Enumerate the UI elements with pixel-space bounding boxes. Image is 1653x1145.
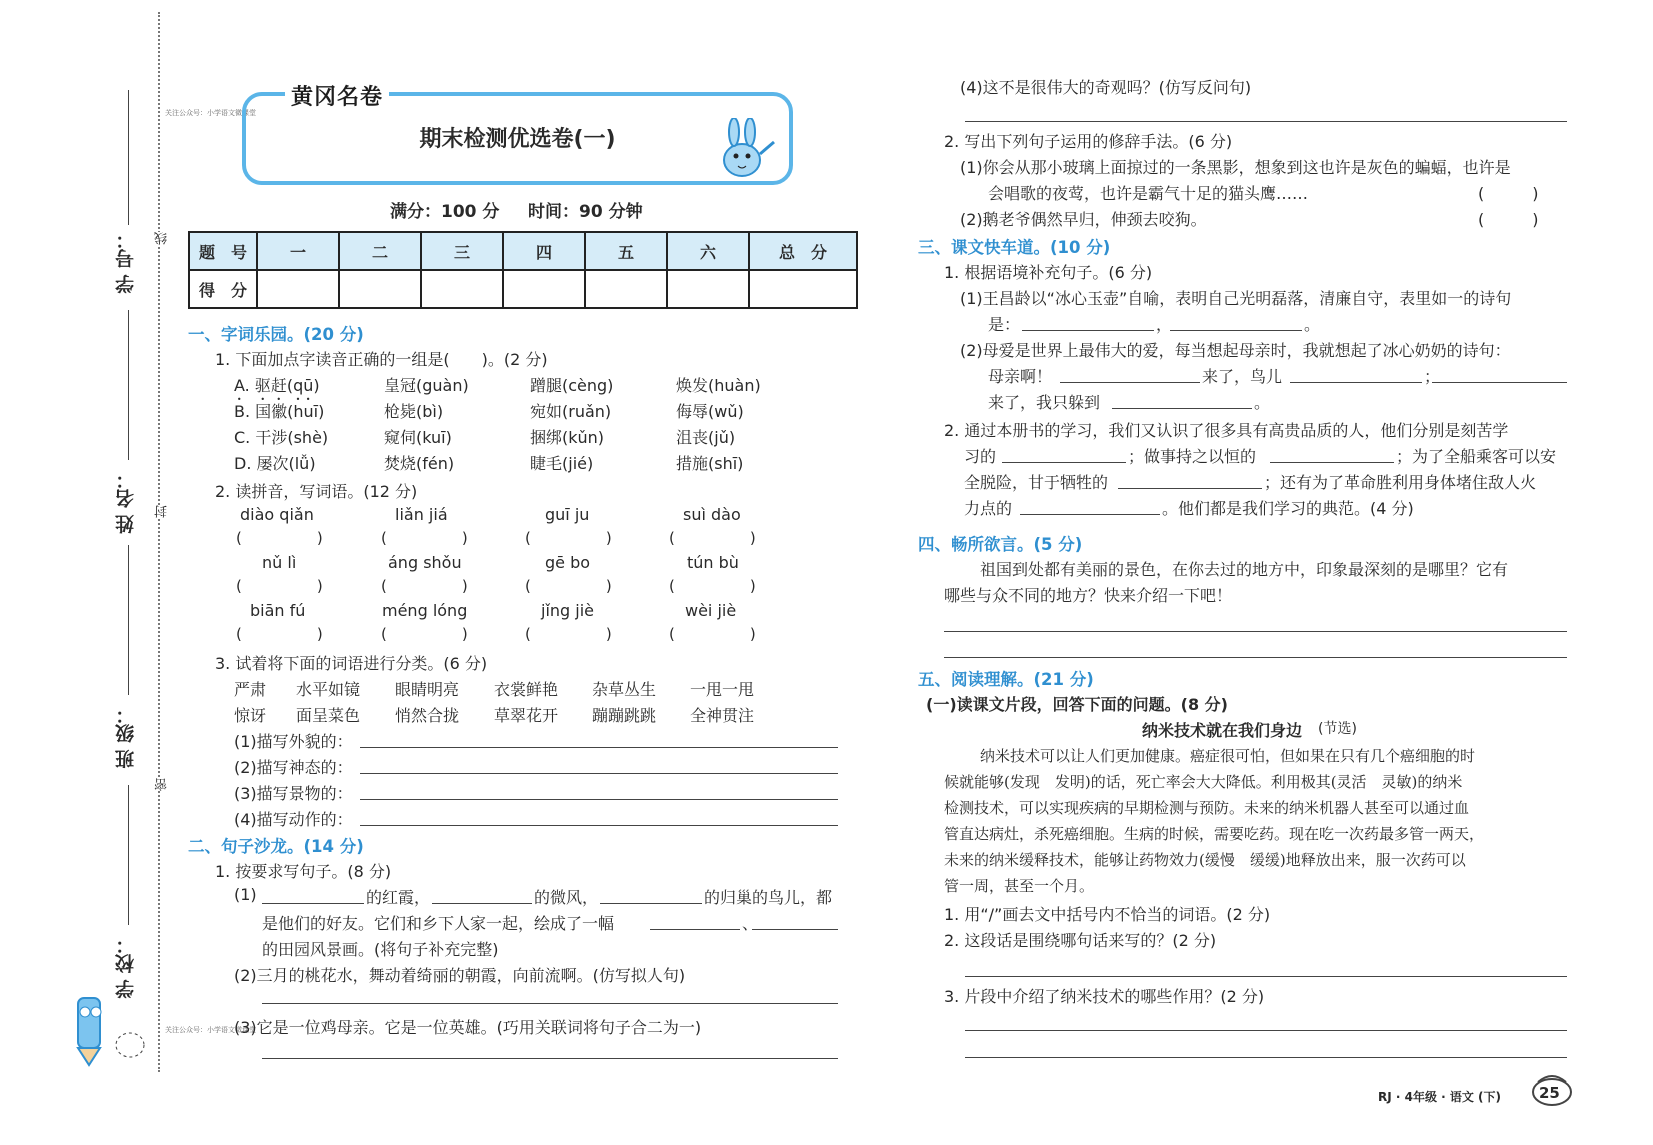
page-number: 25 — [1539, 1084, 1560, 1102]
score-cell[interactable] — [421, 270, 503, 308]
answer-line[interactable] — [965, 976, 1567, 977]
answer-line[interactable] — [262, 903, 364, 904]
s2-q1-stem: 1. 按要求写句子。(8 分) — [215, 862, 392, 881]
pinyin: diào qiǎn — [240, 505, 314, 524]
r-sentence-4: (4)这不是很伟大的奇观吗？(仿写反问句) — [960, 78, 1252, 97]
s3-q2-part7: 。他们都是我们学习的典范。(4 分) — [1162, 499, 1414, 518]
answer-box[interactable]: ( ) — [236, 529, 323, 547]
answer-line[interactable] — [965, 1057, 1567, 1058]
s3-q2-part4: 全脱险，甘于牺牲的 — [964, 473, 1109, 492]
class-label: 班 级： — [115, 705, 137, 769]
school-label: 学 校： — [115, 935, 137, 999]
answer-box[interactable]: ( ) — [669, 577, 756, 595]
s4-prompt-1: 祖国到处都有美丽的景色，在你去过的地方中，印象最深刻的是哪里？它有 — [980, 560, 1509, 579]
option-d-4: 措施(shī) — [676, 454, 744, 473]
s3-q2-part5: ；还有为了革命胜利用身体堵住敌人火 — [1264, 473, 1537, 492]
score-header-cell: 总 分 — [749, 232, 857, 270]
s3-q1-stem: 1. 根据语境补充句子。(6 分) — [944, 263, 1153, 282]
answer-box[interactable]: ( ) — [236, 625, 323, 643]
option-a-3: 蹭腿(cèng) — [530, 376, 614, 395]
score-row-label: 得 分 — [189, 270, 257, 308]
s2-sentence-1b: 的红霞， — [366, 888, 431, 907]
answer-line[interactable] — [262, 1003, 838, 1004]
s3-q2-line1: 2. 通过本册书的学习，我们又认识了很多具有高贵品质的人，他们分别是刻苦学 — [944, 421, 1509, 440]
s3-q1-b-line2b: 来了，鸟儿 — [1202, 367, 1283, 386]
watermark-top: 关注公众号：小学语文微课堂 — [165, 109, 256, 117]
s2-sentence-1a: (1) — [234, 885, 257, 904]
score-header-cell: 题 号 — [189, 232, 257, 270]
answer-box[interactable]: ( ) — [525, 625, 612, 643]
answer-line[interactable] — [1022, 330, 1154, 331]
score-header-cell: 五 — [585, 232, 667, 270]
option-d-1[interactable]: D. 屡次(lǚ) — [234, 454, 316, 473]
word: 衣裳鲜艳 — [494, 680, 559, 699]
s3-q1-a-comma: ， — [1156, 315, 1173, 334]
name-label: 姓 名： — [115, 470, 137, 534]
article-line: 管一周，甚至一个月。 — [944, 877, 1095, 895]
word: 草翠花开 — [494, 706, 559, 725]
s5-q1: 1. 用“/”画去文中括号内不恰当的词语。(2 分) — [944, 905, 1271, 924]
answer-line[interactable] — [965, 1030, 1567, 1031]
pinyin: nǔ lì — [262, 553, 297, 572]
answer-box[interactable]: ( ) — [669, 529, 756, 547]
score-header-cell: 三 — [421, 232, 503, 270]
score-cell[interactable] — [257, 270, 339, 308]
word: 水平如镜 — [296, 680, 361, 699]
score-cell[interactable] — [749, 270, 857, 308]
category-label: (1)描写外貌的： — [234, 732, 353, 751]
cut-mark-secret: 密 — [155, 778, 170, 791]
answer-line[interactable] — [360, 799, 838, 800]
word: 一甩一甩 — [690, 680, 755, 699]
cut-mark-line: 线 — [155, 232, 170, 245]
s5-q2: 2. 这段话是围绕哪句话来写的？(2 分) — [944, 931, 1217, 950]
category-label: (2)描写神态的： — [234, 758, 353, 777]
s2-sentence-1f: 、 — [742, 914, 759, 933]
option-b-1[interactable]: B. 国徽(huī) — [234, 402, 325, 421]
pinyin: biān fú — [250, 601, 306, 620]
article-title: 纳米技术就在我们身边 — [1142, 721, 1303, 740]
s3-q2-part1: 习的 — [964, 447, 997, 466]
score-header-cell: 二 — [339, 232, 421, 270]
s3-q1-a-end: 。 — [1304, 315, 1321, 334]
time-limit: 时间：90 分钟 — [528, 202, 643, 222]
s3-q1-b-line3b: 。 — [1254, 393, 1271, 412]
answer-line[interactable] — [752, 929, 838, 930]
answer-box[interactable]: ( ) — [381, 577, 468, 595]
answer-line[interactable] — [1020, 514, 1160, 515]
option-c-3: 捆绑(kǔn) — [530, 428, 605, 447]
pinyin: suì dào — [683, 505, 741, 524]
exam-title: 期末检测优选卷(一) — [419, 127, 616, 152]
s1-q2-stem: 2. 读拼音，写词语。(12 分) — [215, 482, 418, 501]
answer-line[interactable] — [1270, 462, 1394, 463]
section-2-title: 二、句子沙龙。(14 分) — [188, 837, 364, 856]
article-line: 候就能够(发现 发明)的话，死亡率会大大降低。利用极其(灵活 灵敏)的纳米 — [944, 773, 1463, 791]
option-a-1[interactable]: A. 驱赶(qū) — [234, 376, 320, 395]
pinyin: liǎn jiá — [395, 505, 448, 524]
answer-line[interactable] — [1112, 408, 1252, 409]
answer-box[interactable]: ( ) — [381, 529, 468, 547]
s3-q1-b-line2c: ； — [1424, 367, 1441, 386]
answer-box[interactable]: ( ) — [525, 529, 612, 547]
s4-prompt-2: 哪些与众不同的地方？快来介绍一下吧！ — [944, 586, 1233, 605]
answer-line[interactable] — [1432, 382, 1567, 383]
pinyin: guī ju — [545, 505, 590, 524]
s2-sentence-1g: 的田园风景画。(将句子补充完整) — [262, 940, 499, 959]
name-blank[interactable] — [128, 310, 129, 460]
answer-line[interactable] — [600, 903, 702, 904]
rabbit-mascot-icon — [712, 118, 782, 180]
s5-q3: 3. 片段中介绍了纳米技术的哪些作用？(2 分) — [944, 987, 1265, 1006]
answer-line[interactable] — [650, 929, 740, 930]
option-b-3: 宛如(ruǎn) — [530, 402, 612, 421]
rhetoric-a-line1: (1)你会从那小玻璃上面掠过的一条黑影，想象到这也许是灰色的蝙蝠，也许是 — [960, 158, 1511, 177]
score-cell[interactable] — [339, 270, 421, 308]
rhetoric-a-answer[interactable]: ( ) — [1478, 184, 1539, 203]
answer-line[interactable] — [1060, 382, 1200, 383]
word: 面呈菜色 — [296, 706, 361, 725]
word: 全神贯注 — [690, 706, 755, 725]
option-a-2: 皇冠(guàn) — [384, 376, 469, 395]
school-blank[interactable] — [128, 785, 129, 925]
s2-sentence-1e: 是他们的好友。它们和乡下人家一起，绘成了一幅 — [262, 914, 615, 933]
s5-subsection: (一)读课文片段，回答下面的问题。(8 分) — [926, 695, 1228, 714]
answer-line[interactable] — [1118, 488, 1262, 489]
class-blank[interactable] — [128, 545, 129, 695]
cut-mark-seal: 封 — [155, 505, 170, 518]
answer-box[interactable]: ( ) — [236, 577, 323, 595]
score-cell[interactable] — [667, 270, 749, 308]
option-a-4: 焕发(huàn) — [676, 376, 761, 395]
option-d-2: 焚烧(fén) — [384, 454, 455, 473]
s2-sentence-3: (3)它是一位鸡母亲。它是一位英雄。(巧用关联词将句子合二为一) — [234, 1018, 702, 1037]
score-table — [188, 231, 858, 309]
article-line: 检测技术，可以实现疾病的早期检测与预防。未来的纳米机器人甚至可以通过血 — [944, 799, 1470, 817]
option-b-2: 枪毙(bì) — [384, 402, 444, 421]
full-score: 满分：100 分 — [390, 202, 500, 222]
pinyin: jǐng jiè — [541, 601, 595, 620]
pinyin: tún bù — [687, 553, 739, 572]
s2-sentence-1d: 的归巢的鸟儿，都 — [704, 888, 833, 907]
option-c-4: 沮丧(jǔ) — [676, 428, 736, 447]
article-line: 未来的纳米缓释技术，能够让药物效力(缓慢 缓缓)地释放出来，服一次药可以 — [944, 851, 1466, 869]
s3-q2-part6: 力点的 — [964, 499, 1013, 518]
article-line: 纳米技术可以让人们更加健康。癌症很可怕，但如果在只有几个癌细胞的时 — [980, 747, 1476, 765]
score-cell[interactable] — [503, 270, 585, 308]
word: 眼睛明亮 — [395, 680, 460, 699]
answer-line[interactable] — [1170, 330, 1302, 331]
answer-line[interactable] — [360, 747, 838, 748]
section-1-title: 一、字词乐园。(20 分) — [188, 325, 364, 344]
answer-line[interactable] — [360, 825, 838, 826]
student-number-label: 学 号： — [115, 230, 137, 294]
article-note: (节选) — [1318, 721, 1357, 737]
s3-q2-part2: ；做事持之以恒的 — [1128, 447, 1257, 466]
s3-q2-part3: ；为了全船乘客可以安 — [1396, 447, 1557, 466]
section-5-title: 五、阅读理解。(21 分) — [918, 670, 1094, 689]
answer-line[interactable] — [944, 657, 1567, 658]
answer-line[interactable] — [432, 903, 532, 904]
answer-line[interactable] — [262, 1058, 838, 1059]
pinyin: méng lóng — [382, 601, 468, 620]
word: 蹦蹦跳跳 — [592, 706, 657, 725]
answer-line[interactable] — [965, 121, 1567, 122]
word: 严肃 — [234, 680, 267, 699]
rhetoric-b: (2)鹅老爷偶然早归，伸颈去咬狗。 — [960, 210, 1207, 229]
word: 惊讶 — [234, 706, 267, 725]
section-3-title: 三、课文快车道。(10 分) — [918, 238, 1111, 257]
score-header-cell: 一 — [257, 232, 339, 270]
answer-box[interactable]: ( ) — [525, 577, 612, 595]
answer-line[interactable] — [944, 631, 1567, 632]
rhetoric-b-answer[interactable]: ( ) — [1478, 210, 1539, 229]
option-b-4: 侮辱(wǔ) — [676, 402, 744, 421]
s3-q1-b-line3a: 来了，我只躲到 — [988, 393, 1101, 412]
brand-logo: 黄冈名卷 — [285, 80, 389, 111]
pinyin: áng shǒu — [388, 553, 462, 572]
footer-grade: RJ · 4年级 · 语文 (下) — [1378, 1090, 1502, 1104]
s2-sentence-1c: 的微风， — [534, 888, 599, 907]
option-c-1[interactable]: C. 干涉(shè) — [234, 428, 329, 447]
answer-box[interactable]: ( ) — [669, 625, 756, 643]
s3-q1-b-line1: (2)母爱是世界上最伟大的爱，每当想起母亲时，我就想起了冰心奶奶的诗句： — [960, 341, 1511, 360]
word: 杂草丛生 — [592, 680, 657, 699]
section-4-title: 四、畅所欲言。(5 分) — [918, 535, 1083, 554]
rhetoric-stem: 2. 写出下列句子运用的修辞手法。(6 分) — [944, 132, 1233, 151]
option-d-3: 睫毛(jié) — [530, 454, 594, 473]
score-cell[interactable] — [585, 270, 667, 308]
answer-box[interactable]: ( ) — [381, 625, 468, 643]
score-header-cell: 六 — [667, 232, 749, 270]
category-label: (4)描写动作的： — [234, 810, 353, 829]
s2-sentence-2: (2)三月的桃花水，舞动着绮丽的朝霞，向前流啊。(仿写拟人句) — [234, 966, 686, 985]
s3-q1-a-prefix: 是： — [988, 315, 1021, 334]
word: 悄然合拢 — [395, 706, 460, 725]
s1-q3-stem: 3. 试着将下面的词语进行分类。(6 分) — [215, 654, 488, 673]
s3-q1-a-line1: (1)王昌龄以“冰心玉壶”自喻，表明自己光明磊落，清廉自守，表里如一的诗句 — [960, 289, 1512, 308]
pinyin: gē bo — [545, 553, 591, 572]
answer-line[interactable] — [360, 773, 838, 774]
student-number-blank[interactable] — [128, 90, 129, 225]
pencil-mascot-icon — [58, 990, 153, 1070]
option-c-2: 窥伺(kuī) — [384, 428, 452, 447]
article-line: 管直达病灶，杀死癌细胞。生病的时候，需要吃药。现在吃一次药最多管一两天， — [944, 825, 1485, 843]
score-header-cell: 四 — [503, 232, 585, 270]
category-label: (3)描写景物的： — [234, 784, 353, 803]
s1-q1-stem: 1. 下面加点字读音正确的一组是( )。(2 分) — [215, 350, 548, 369]
rhetoric-a-line2: 会唱歌的夜莺，也许是霸气十足的猫头鹰…… — [988, 184, 1309, 203]
answer-line[interactable] — [1290, 382, 1422, 383]
pinyin: wèi jiè — [685, 601, 737, 620]
s3-q1-b-line2a: 母亲啊！ — [988, 367, 1053, 386]
binding-cut-line — [158, 12, 160, 1072]
watermark-bottom: 关注公众号：小学语文微课堂 — [165, 1026, 256, 1034]
answer-line[interactable] — [1002, 462, 1126, 463]
